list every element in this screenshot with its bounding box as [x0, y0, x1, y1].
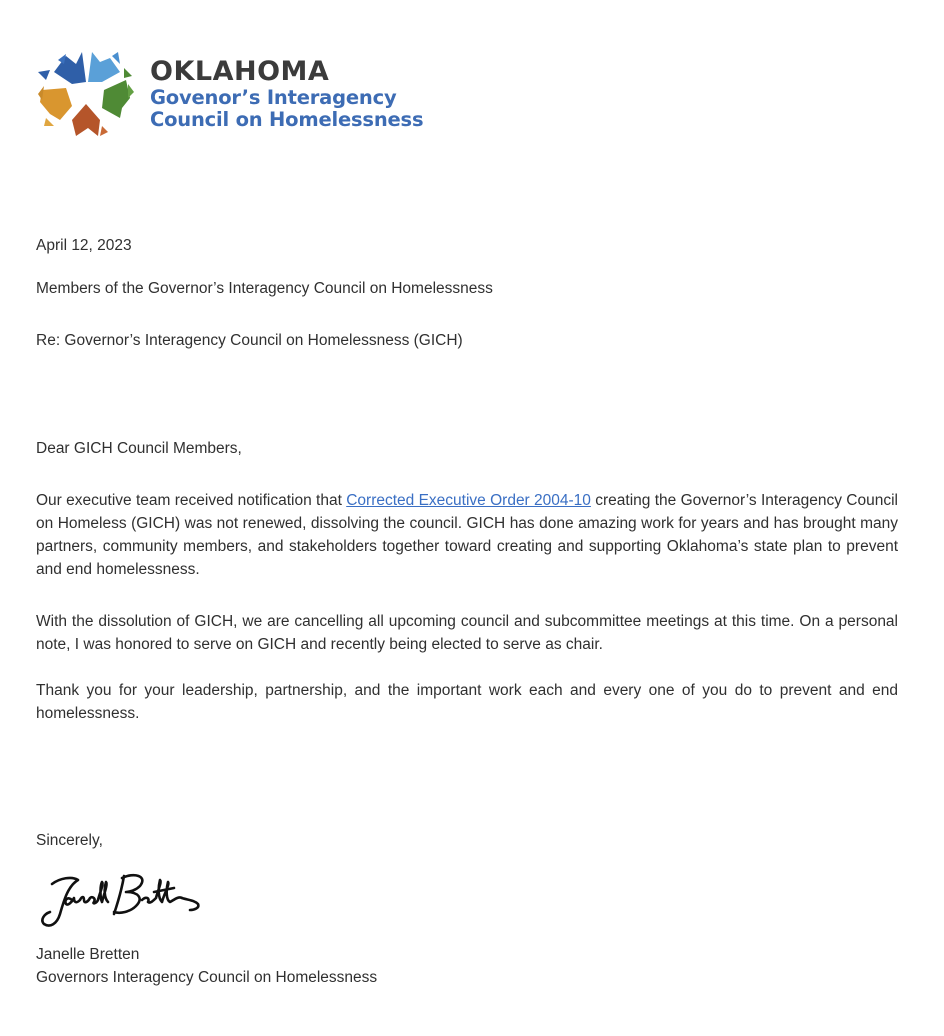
- letter-valediction: Sincerely,: [36, 832, 103, 849]
- letter-paragraph-1: [36, 489, 898, 581]
- letter-paragraph-3: Thank you for your leadership, partnership, and the important work each and every one of you do to prevent and end homelessness.: [36, 682, 898, 722]
- letter-salutation: Dear GICH Council Members,: [36, 440, 242, 457]
- letter-date: April 12, 2023: [36, 237, 132, 254]
- logo-text: [150, 53, 423, 131]
- logo-state-name: OKLAHOMA: [150, 56, 330, 87]
- letter-paragraph-2: With the dissolution of GICH, we are cancelling all upcoming council and subcommittee meetings at this time. On a personal note, I was honored to serve on GICH and recently being elected to serve as chair.: [36, 613, 898, 653]
- handwritten-signature-icon: [38, 870, 238, 932]
- letterhead: [36, 42, 423, 142]
- letter-subject: Re: Governor’s Interagency Council on Homelessness (GICH): [36, 332, 463, 349]
- logo-org-line1: Govenor’s Interagency: [150, 86, 397, 109]
- letter-recipient: Members of the Governor’s Interagency Council on Homelessness: [36, 280, 493, 297]
- logo-org-line2: Council on Homelessness: [150, 108, 424, 131]
- oklahoma-star-logo-icon: [36, 42, 136, 142]
- signer-organization: Governors Interagency Council on Homelessness: [36, 969, 378, 986]
- paragraph-1-rest: creating the Governor’s Interagency Council on Homeless (GICH) was not renewed, dissolving the council. GICH has done amazing work for years and has brought many partners, community members, and stakeholders together toward creating and supporting Oklahoma’s state plan to prevent and end homelessness.: [36, 492, 898, 578]
- paragraph-1-intro: Our executive team received notification that: [36, 492, 347, 509]
- executive-order-link[interactable]: Corrected Executive Order 2004-10: [346, 492, 591, 509]
- signer-name: Janelle Bretten: [36, 946, 140, 963]
